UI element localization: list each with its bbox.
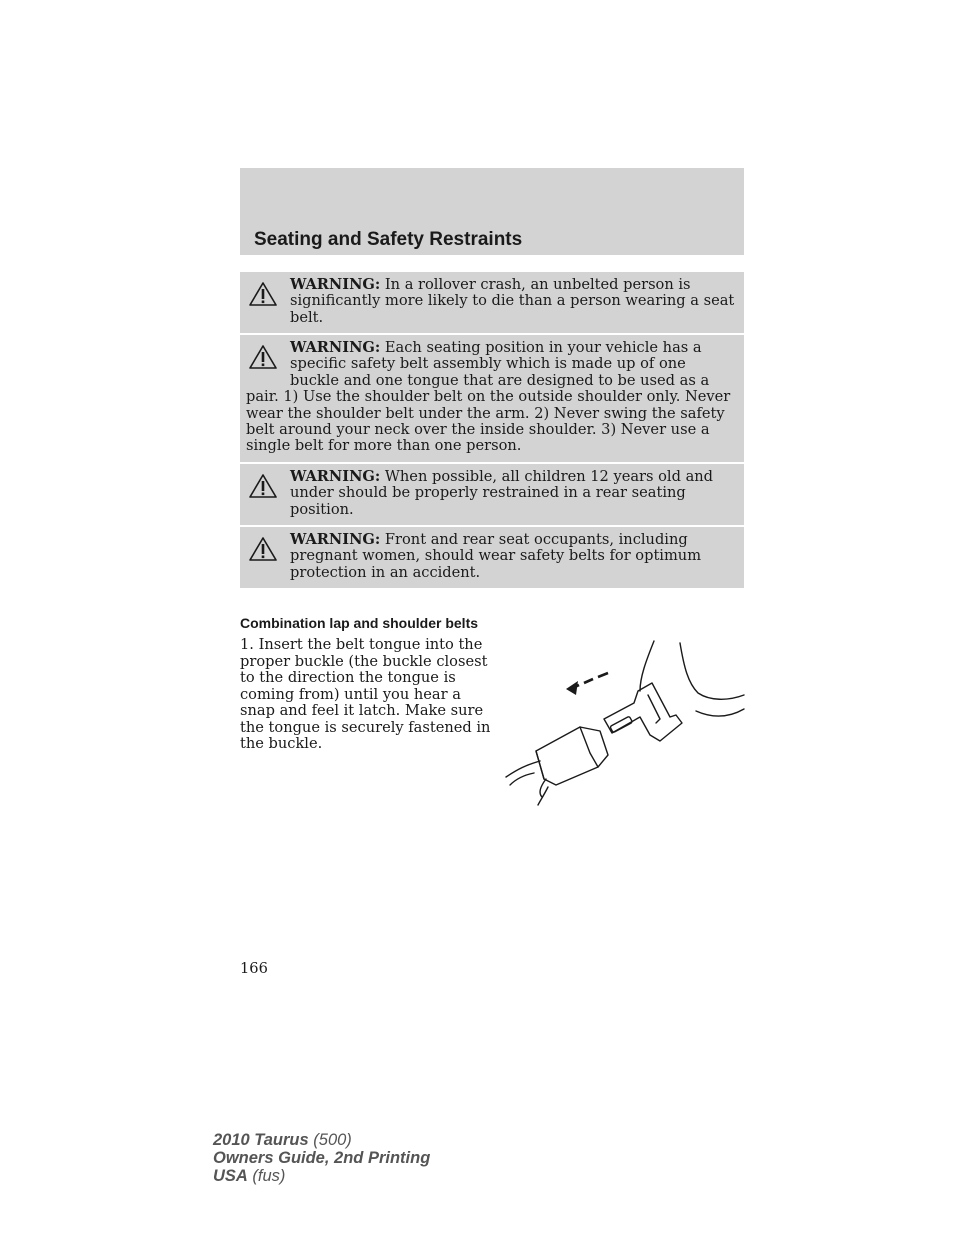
footer-line-3: USA (fus) [213, 1167, 286, 1185]
warning-text: When possible, all children 12 years old and under should be properly restrained in a rear seating position. [290, 468, 714, 518]
page-number: 166 [240, 960, 268, 977]
warning-box-occupants [240, 527, 744, 588]
warning-box-belt-assembly [240, 335, 744, 462]
footer-line-2: Owners Guide, 2nd Printing [213, 1149, 431, 1167]
warning-triangle-icon [248, 473, 282, 503]
warning-triangle-icon [248, 536, 282, 566]
warning-label: WARNING: [290, 339, 381, 356]
footer-line-1: 2010 Taurus (500) [213, 1131, 352, 1149]
section-title: Seating and Safety Restraints [254, 229, 523, 250]
warning-triangle-icon [248, 281, 282, 311]
step-1-text: 1. Insert the belt tongue into the proper buckle (the buckle closest to the direction the tongue is coming from) until you hear a snap and feel it latch. Make sure the tongue is securely fastened in the buckle. [240, 636, 491, 752]
warning-text: In a rollover crash, an unbelted person is significantly more likely to die than a person wearing a seat belt. [290, 276, 735, 326]
warning-text: Front and rear seat occupants, including pregnant women, should wear safety belts for optimum protection in an accident. [290, 531, 702, 581]
section-header [240, 168, 744, 255]
warning-text: Each seating position in your vehicle has a specific safety belt assembly which is made up of one buckle and one tongue that are designed to be used as a pair. 1) Use the shoulder belt on the outside shoulder only. Never wear the shoulder belt under the arm. 2) Never swing the safety belt around your neck over the inside shoulder. 3) Never use a single belt for more than one person. [246, 339, 731, 455]
warning-label: WARNING: [290, 468, 381, 485]
document-footer [213, 1131, 430, 1185]
seat-belt-buckle-illustration [500, 637, 746, 809]
warning-triangle-icon [248, 344, 282, 374]
warning-label: WARNING: [290, 531, 381, 548]
warning-box-children [240, 464, 744, 525]
warning-box-rollover [240, 272, 744, 333]
warning-label: WARNING: [290, 276, 381, 293]
subsection-heading: Combination lap and shoulder belts [240, 615, 479, 631]
